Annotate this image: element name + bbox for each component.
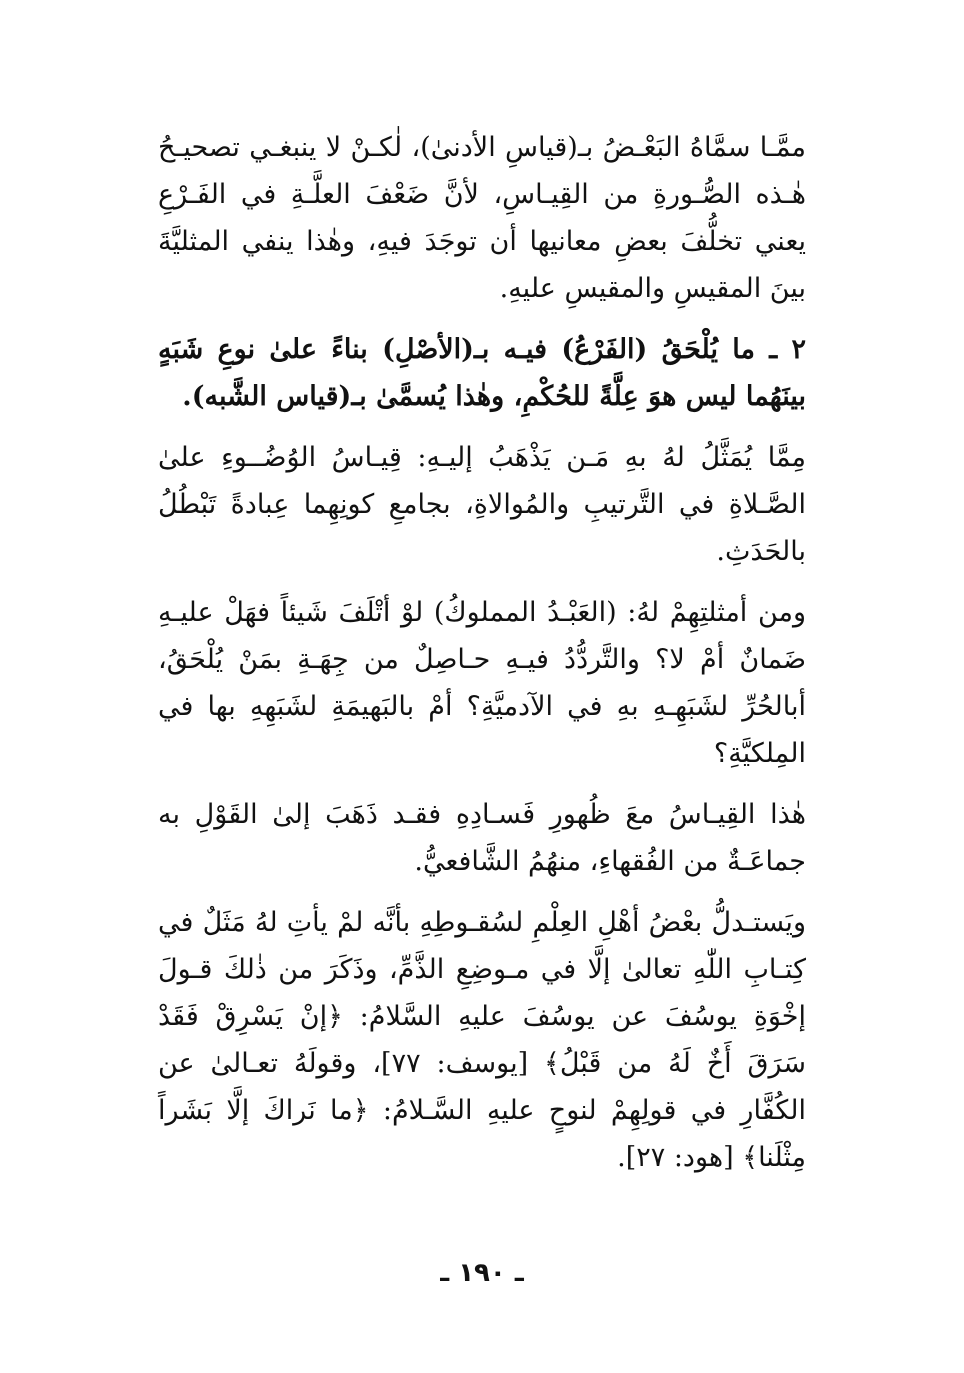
paragraph-1: ممَّـا سمَّاهُ البَعْـضُ بـ(قياسِ الأدنىٰ)، لٰكـنْ لا ينبغـي تصحيـحُ هٰـذه الصُّـورةِ من القِيـاسِ، لأنَّ ضَعْفَ العلَّـةِ في الفَـرْعِ يعني تخلُّفَ بعضِ معانيها أن توجَدَ فيهِ، وهٰذا ينفي المثليَّةَ بينَ المقيسِ والمقيسِ عليهِ. (158, 132, 806, 304)
paragraph-5: هٰذا القِيـاسُ معَ ظُهورِ فَسـادِهِ فقـد ذَهَبَ إلىٰ القَوْلِ به جماعَـةٌ من الفُقهاءِ، منهُمُ الشَّافعيُّ. (158, 799, 806, 877)
paragraph-3: مِمَّا يُمَثَّلُ لهُ بهِ مَـن يَذْهَبُ إليـهِ: قِيـاسُ الوُضُــوءِ علىٰ الصَّـلاةِ في التَّرتيبِ والمُوالاةِ، بجامعِ كونِهِما عِبادةً تَبْطُلُ بالحَدَثِ. (158, 442, 806, 567)
paragraph-6: ويَستـدلُّ بعْضُ أهْلِ العِلْمِ لسُقـوطِهِ بأنَّه لمْ يأتِ لهُ مَثَلٌ في كِتـابِ اللّٰهِ تعالىٰ إلَّا في مـوضِعِ الذَّمِّ، وذَكَرَ من ذٰلكَ قـولَ إخْوَةِ يوسُفَ عن يوسُفَ عليهِ السَّلامُ: ﴿إنْ يَسْرِقْ فَقَدْ سَرَقَ أَخٌ لَهُ من قَبْلُ﴾ [يوسف: ٧٧]، وقولَهُ تعـالىٰ عن الكُفَّارِ في قولِهِمْ لنوحٍ عليهِ السَّـلامُ: ﴿ما نَراكَ إلَّا بَشَراً مِثْلَنا﴾ [هود: ٢٧]. (158, 907, 806, 1173)
document-page (158, 124, 806, 1181)
paragraph-2-heading: ٢ ـ ما يُلْحَقُ (الفَرْعُ) فيـه بـ(الأصْلِ) بناءً علىٰ نوعِ شَبَهٍ بينَهُما ليس هوَ عِلَّةً للحُكْمِ، وهٰذا يُسمَّىٰ بـ(قياس الشَّبه). (158, 334, 806, 412)
paragraph-4: ومن أمثلتِهِمْ لهُ: (العَبْـدُ المملوكُ) لوْ أتْلَفَ شَيئاً فهَلْ عليـهِ ضَمانٌ أمْ لا؟ والتَّردُّدُ فيـهِ حـاصِلٌ من جِهَـةِ بمَنْ يُلْحَقُ، أبالحُرِّ لشَبَهِـهِ بهِ في الآدميَّةِ؟ أمْ بالبَهيمَةِ لشَبَهِهِ بها في المِلكيَّةِ؟ (158, 597, 806, 769)
page-number: ـ ١٩٠ ـ (440, 1258, 524, 1288)
